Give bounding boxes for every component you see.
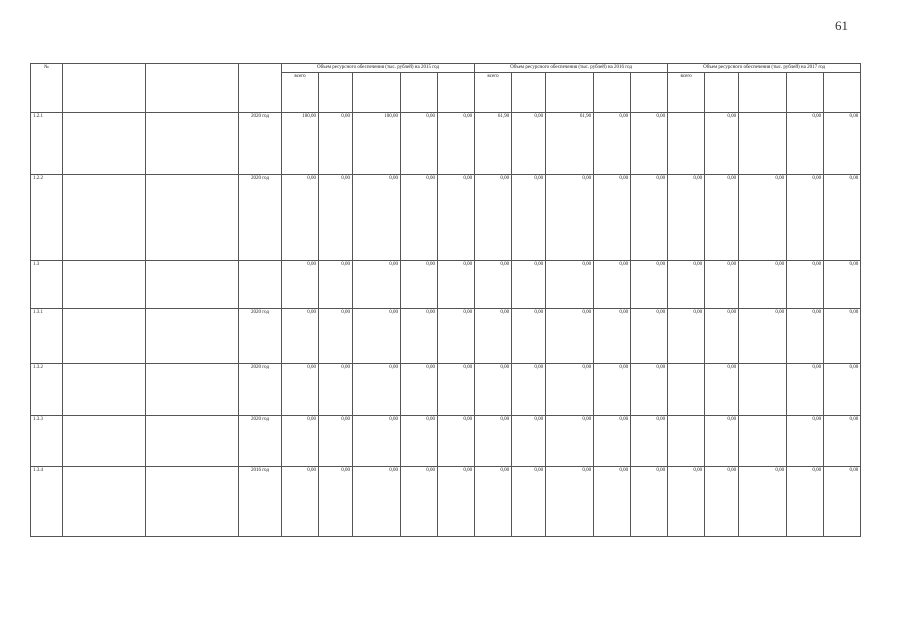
- value-cell-v2015: 0,00: [438, 415, 475, 466]
- header-2016-republic: [546, 72, 594, 112]
- value-cell-v2017: 0,00: [668, 174, 705, 260]
- value-cell-v2015: 100,00: [353, 112, 401, 174]
- value-cell-v2017: 0,00: [787, 363, 824, 415]
- value-cell-v2015: 0,00: [282, 260, 319, 308]
- value-cell-v2015: 0,00: [282, 174, 319, 260]
- value-cell-v2016: 0,00: [475, 466, 512, 536]
- row-term: 2020 год: [239, 174, 282, 260]
- value-cell-v2015: 0,00: [401, 308, 438, 363]
- value-cell-v2016: 0,00: [512, 174, 546, 260]
- value-cell-v2016: 0,00: [512, 308, 546, 363]
- header-executor: [146, 64, 239, 113]
- header-no: №: [31, 64, 63, 113]
- header-2015-federal: [319, 72, 353, 112]
- row-term: 2020 год: [239, 415, 282, 466]
- value-cell-v2017: 0,00: [824, 415, 861, 466]
- value-cell-v2017: 0,00: [705, 112, 739, 174]
- value-cell-v2017: 0,00: [739, 308, 787, 363]
- value-cell-v2015: 0,00: [282, 308, 319, 363]
- header-2017-local: [787, 72, 824, 112]
- table-row: [31, 415, 861, 466]
- value-cell-v2016: 0,00: [512, 415, 546, 466]
- value-cell-v2016: 0,00: [475, 174, 512, 260]
- table-body: [31, 112, 861, 536]
- value-cell-v2016: 0,00: [512, 260, 546, 308]
- value-cell-v2015: 0,00: [401, 260, 438, 308]
- page-number: 61: [835, 18, 848, 33]
- value-cell-v2016: 0,00: [546, 466, 594, 536]
- value-cell-v2016: 0,00: [631, 308, 668, 363]
- value-cell-v2016: 0,00: [546, 415, 594, 466]
- value-cell-v2015: 0,00: [282, 415, 319, 466]
- header-2016-local: [594, 72, 631, 112]
- row-executor: [146, 112, 239, 174]
- value-cell-v2017: 0,00: [739, 466, 787, 536]
- value-cell-v2017: 0,00: [824, 260, 861, 308]
- value-cell-v2016: 0,00: [594, 174, 631, 260]
- value-cell-v2017: 0,00: [705, 308, 739, 363]
- value-cell-v2017: 0,00: [824, 308, 861, 363]
- row-name: [63, 415, 146, 466]
- value-cell-v2015: 0,00: [353, 260, 401, 308]
- value-cell-v2017: 0,00: [787, 260, 824, 308]
- value-cell-v2017: 0,00: [787, 415, 824, 466]
- value-cell-v2015: 0,00: [319, 174, 353, 260]
- value-cell-v2016: 0,00: [594, 260, 631, 308]
- header-2016-federal: [512, 72, 546, 112]
- value-cell-v2015: 0,00: [438, 112, 475, 174]
- value-cell-v2016: 0,00: [546, 260, 594, 308]
- value-cell-v2015: 0,00: [353, 466, 401, 536]
- row-name: [63, 112, 146, 174]
- table-row: [31, 363, 861, 415]
- value-cell-v2015: 0,00: [353, 415, 401, 466]
- header-2017-other: [824, 72, 861, 112]
- value-cell-v2017: [668, 112, 705, 174]
- row-executor: [146, 174, 239, 260]
- value-cell-v2015: 0,00: [319, 415, 353, 466]
- value-cell-v2017: [668, 415, 705, 466]
- row-name: [63, 466, 146, 536]
- value-cell-v2017: 0,00: [824, 174, 861, 260]
- value-cell-v2015: 0,00: [438, 363, 475, 415]
- value-cell-v2015: 0,00: [319, 260, 353, 308]
- value-cell-v2016: 0,00: [594, 308, 631, 363]
- header-name: [63, 64, 146, 113]
- value-cell-v2015: 0,00: [353, 174, 401, 260]
- value-cell-v2016: 0,00: [631, 260, 668, 308]
- value-cell-v2016: 0,00: [631, 363, 668, 415]
- header-2015-other: [438, 72, 475, 112]
- row-executor: [146, 363, 239, 415]
- value-cell-v2017: 0,00: [705, 415, 739, 466]
- value-cell-v2015: 0,00: [401, 415, 438, 466]
- value-cell-v2017: 0,00: [705, 174, 739, 260]
- row-term: [239, 260, 282, 308]
- row-number: 1.3.3: [31, 415, 63, 466]
- row-name: [63, 174, 146, 260]
- table-row: [31, 466, 861, 536]
- value-cell-v2017: 0,00: [787, 466, 824, 536]
- value-cell-v2015: 0,00: [401, 363, 438, 415]
- value-cell-v2015: 0,00: [353, 308, 401, 363]
- header-2016-total: всего: [475, 72, 512, 112]
- row-executor: [146, 415, 239, 466]
- value-cell-v2016: 0,00: [512, 112, 546, 174]
- table-row: [31, 112, 861, 174]
- value-cell-v2017: 0,00: [824, 363, 861, 415]
- header-row-1: [31, 64, 861, 73]
- value-cell-v2016: 0,00: [475, 260, 512, 308]
- value-cell-v2017: 0,00: [787, 174, 824, 260]
- value-cell-v2017: 0,00: [787, 112, 824, 174]
- value-cell-v2017: [739, 363, 787, 415]
- header-2017-federal: [705, 72, 739, 112]
- value-cell-v2017: 0,00: [824, 112, 861, 174]
- value-cell-v2015: 0,00: [438, 174, 475, 260]
- value-cell-v2017: 0,00: [705, 363, 739, 415]
- value-cell-v2016: 61,90: [475, 112, 512, 174]
- value-cell-v2017: [668, 363, 705, 415]
- row-term: 2020 год: [239, 363, 282, 415]
- value-cell-v2015: 0,00: [282, 466, 319, 536]
- value-cell-v2015: 0,00: [319, 308, 353, 363]
- value-cell-v2016: 0,00: [631, 112, 668, 174]
- header-2017-total: всего: [668, 72, 705, 112]
- value-cell-v2016: 0,00: [594, 415, 631, 466]
- row-executor: [146, 308, 239, 363]
- value-cell-v2015: 0,00: [401, 466, 438, 536]
- value-cell-v2015: 0,00: [438, 260, 475, 308]
- row-number: 1.2.2: [31, 174, 63, 260]
- value-cell-v2016: 0,00: [631, 174, 668, 260]
- resource-table: [30, 63, 861, 537]
- row-number: 1.3: [31, 260, 63, 308]
- value-cell-v2015: 0,00: [438, 466, 475, 536]
- value-cell-v2017: [739, 415, 787, 466]
- header-term: [239, 64, 282, 113]
- row-number: 1.3.1: [31, 308, 63, 363]
- header-2016-other: [631, 72, 668, 112]
- row-term: 2020 год: [239, 112, 282, 174]
- header-2016: Объем ресурсного обеспечения (тыс. рублей) на 2016 год: [475, 64, 668, 73]
- value-cell-v2017: 0,00: [824, 466, 861, 536]
- table-row: [31, 308, 861, 363]
- value-cell-v2016: 0,00: [594, 112, 631, 174]
- value-cell-v2016: 0,00: [475, 308, 512, 363]
- value-cell-v2016: 0,00: [631, 415, 668, 466]
- value-cell-v2016: 0,00: [594, 363, 631, 415]
- value-cell-v2016: 0,00: [512, 363, 546, 415]
- value-cell-v2016: 0,00: [475, 415, 512, 466]
- row-name: [63, 260, 146, 308]
- header-2017: Объем ресурсного обеспечения (тыс. рублей) на 2017 год: [668, 64, 861, 73]
- row-executor: [146, 260, 239, 308]
- header-2015-republic: [353, 72, 401, 112]
- value-cell-v2015: 0,00: [319, 363, 353, 415]
- row-number: 1.3.4: [31, 466, 63, 536]
- value-cell-v2016: 0,00: [594, 466, 631, 536]
- value-cell-v2017: 0,00: [739, 260, 787, 308]
- value-cell-v2015: 0,00: [353, 363, 401, 415]
- value-cell-v2016: 0,00: [546, 174, 594, 260]
- row-name: [63, 363, 146, 415]
- value-cell-v2017: 0,00: [705, 466, 739, 536]
- value-cell-v2015: 0,00: [282, 363, 319, 415]
- value-cell-v2015: 0,00: [438, 308, 475, 363]
- value-cell-v2017: 0,00: [705, 260, 739, 308]
- value-cell-v2016: 0,00: [546, 308, 594, 363]
- header-2017-republic: [739, 72, 787, 112]
- value-cell-v2016: 0,00: [546, 363, 594, 415]
- header-2015-total: всего: [282, 72, 319, 112]
- value-cell-v2015: 0,00: [401, 174, 438, 260]
- value-cell-v2015: 0,00: [401, 112, 438, 174]
- header-2015: Объем ресурсного обеспечения (тыс. рублей) на 2015 год: [282, 64, 475, 73]
- value-cell-v2015: 0,00: [319, 112, 353, 174]
- row-number: 1.3.2: [31, 363, 63, 415]
- value-cell-v2017: 0,00: [787, 308, 824, 363]
- header-2015-local: [401, 72, 438, 112]
- value-cell-v2015: 0,00: [319, 466, 353, 536]
- row-term: 2016 год: [239, 466, 282, 536]
- value-cell-v2016: 61,90: [546, 112, 594, 174]
- value-cell-v2016: 0,00: [512, 466, 546, 536]
- row-executor: [146, 466, 239, 536]
- table-row: [31, 260, 861, 308]
- value-cell-v2017: [739, 112, 787, 174]
- value-cell-v2016: 0,00: [631, 466, 668, 536]
- value-cell-v2017: 0,00: [668, 466, 705, 536]
- value-cell-v2015: 100,00: [282, 112, 319, 174]
- value-cell-v2017: 0,00: [668, 260, 705, 308]
- value-cell-v2016: 0,00: [475, 363, 512, 415]
- row-name: [63, 308, 146, 363]
- table-row: [31, 174, 861, 260]
- value-cell-v2017: 0,00: [668, 308, 705, 363]
- value-cell-v2017: 0,00: [739, 174, 787, 260]
- row-number: 1.2.1: [31, 112, 63, 174]
- row-term: 2020 год: [239, 308, 282, 363]
